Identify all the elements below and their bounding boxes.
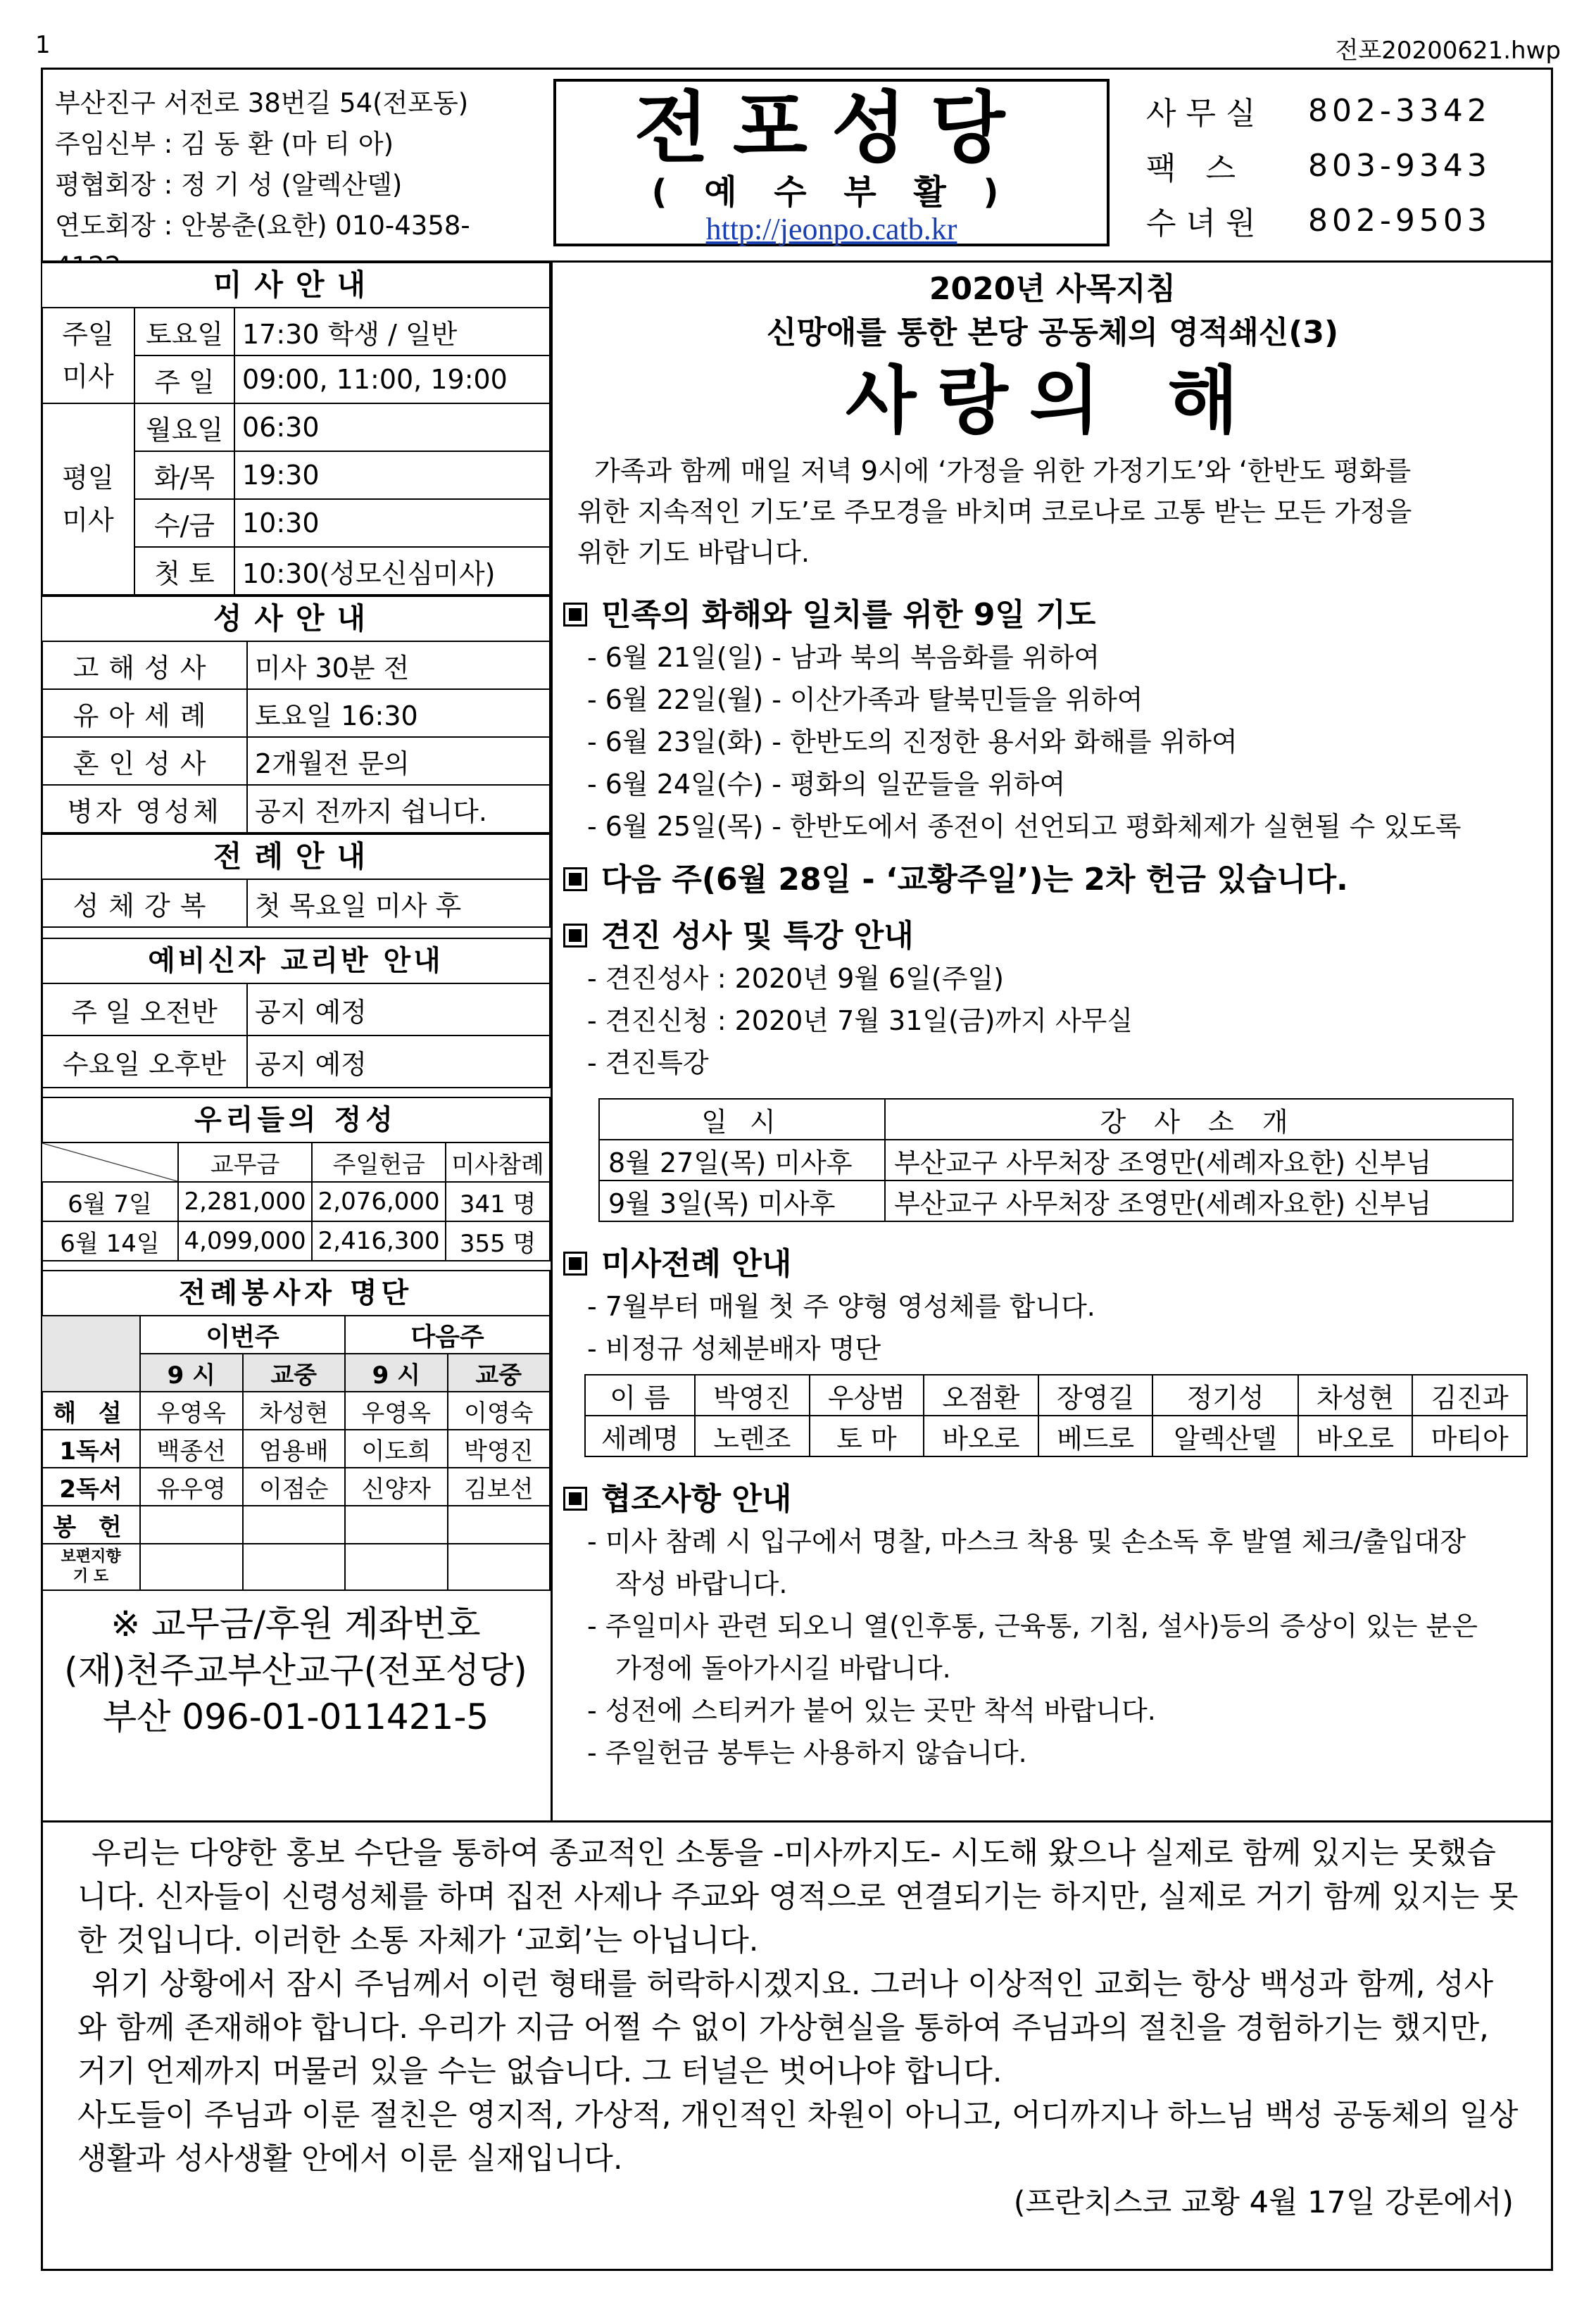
list-item: - 미사 참례 시 입구에서 명찰, 마스크 착용 및 손소독 후 발열 체크/출입대장 <box>587 1526 1466 1557</box>
server-name: 차성현 <box>243 1392 346 1430</box>
server-name <box>243 1506 346 1544</box>
column-divider <box>551 260 553 1822</box>
contact-label: 팩 스 <box>1146 151 1245 187</box>
mass-time: 10:30 <box>234 499 550 547</box>
lecture-table <box>598 1098 1514 1222</box>
contact-row <box>1146 138 1540 193</box>
server-name <box>243 1544 346 1590</box>
list-item-continued: 가정에 돌아가시길 바랍니다. <box>615 1653 951 1684</box>
list-item: - 주일헌금 봉투는 사용하지 않습니다. <box>587 1737 1027 1768</box>
mass-time: 09:00, 11:00, 19:00 <box>234 355 550 403</box>
liturgy-value: 첫 목요일 미사 후 <box>247 879 550 927</box>
lecture-date: 8월 27일(목) 미사후 <box>599 1140 885 1181</box>
list-item: - 비정규 성체분배자 명단 <box>587 1333 881 1364</box>
mass-day: 주 일 <box>134 355 234 403</box>
server-name <box>448 1506 551 1544</box>
server-name: 유우영 <box>140 1468 243 1506</box>
list-item: - 6월 22일(월) - 이산가족과 탈북민들을 위하여 <box>587 684 1143 715</box>
bottom-divider <box>41 1820 1553 1823</box>
prayer-list <box>563 636 1542 848</box>
lecture-col: 강 사 소 개 <box>885 1099 1513 1140</box>
minister-name: 김진과 <box>1412 1375 1527 1416</box>
homily-paragraph: 위기 상황에서 잠시 주님께서 이런 형태를 허락하시겠지요. 그러나 이상적인 교회는 항상 백성과 함께, 성사와 함께 존재해야 합니다. 우리가 지금 어쩔 수 없이 가상현실을 통하여 주님과의 절친을 경험하기는 했지만, 거기 언제까지 머물러 있을 수는 없습니다. 그 터널은 벗어나야 합니다. <box>77 1967 1494 2089</box>
cooperation-list <box>563 1521 1542 1774</box>
catechumen-table <box>41 983 551 1088</box>
server-name: 백종선 <box>140 1430 243 1468</box>
sacrament-name: 혼인성사 <box>42 737 247 785</box>
sacrament-name: 고해성사 <box>42 641 247 689</box>
sacrament-heading: 성사안내 <box>41 596 551 641</box>
offering-value: 355 명 <box>446 1221 550 1261</box>
server-name: 엄용배 <box>243 1430 346 1468</box>
server-role: 해 설 <box>42 1392 140 1430</box>
website-link[interactable]: http://jeonpo.catb.kr <box>705 212 957 246</box>
square-bullet-icon <box>563 1487 587 1511</box>
sunday-mass-label: 주일 미사 <box>42 308 134 403</box>
pastoral-theme: 신망애를 통한 본당 공동체의 영적쇄신(3) <box>766 315 1339 351</box>
mass-day: 첫 토 <box>134 547 234 595</box>
liturgy-heading: 전례안내 <box>41 833 551 879</box>
server-name: 신양자 <box>345 1468 448 1506</box>
section-title: 미사전례 안내 <box>601 1246 792 1282</box>
baptism-label: 세례명 <box>585 1416 695 1456</box>
server-name: 이점순 <box>243 1468 346 1506</box>
mass-heading: 미사안내 <box>41 262 551 307</box>
mass-table <box>41 307 551 596</box>
sacrament-name: 병자 영성체 <box>42 785 247 833</box>
list-item: - 6월 21일(일) - 남과 북의 복음화를 위하여 <box>587 642 1100 673</box>
account-info <box>41 1601 551 1740</box>
square-bullet-icon <box>563 1252 587 1276</box>
server-role: 봉 헌 <box>42 1506 140 1544</box>
class-value: 공지 예정 <box>247 983 550 1035</box>
sacrament-table <box>41 641 551 833</box>
offering-value: 2,416,300 <box>312 1221 446 1261</box>
minister-name: 정기성 <box>1152 1375 1297 1416</box>
minister-baptism-name: 바오로 <box>924 1416 1038 1456</box>
ministers-table <box>584 1374 1528 1457</box>
page-number: 1 <box>35 31 51 59</box>
minister-baptism-name: 토 마 <box>810 1416 924 1456</box>
time-label: 9 시 <box>345 1354 448 1392</box>
list-item: - 6월 25일(목) - 한반도에서 종전이 선언되고 평화체제가 실현될 수 있도록 <box>587 811 1462 842</box>
contact-value: 802-9503 <box>1308 202 1491 239</box>
section-mass-liturgy <box>563 1243 1542 1285</box>
weekday-mass-label: 평일 미사 <box>42 403 134 595</box>
lecture-col: 일 시 <box>599 1099 885 1140</box>
homily-excerpt <box>77 1832 1521 2224</box>
list-item: - 7월부터 매월 첫 주 양형 영성체를 합니다. <box>587 1291 1095 1322</box>
sacrament-value: 토요일 16:30 <box>247 689 550 737</box>
server-name <box>345 1544 448 1590</box>
servers-corner <box>42 1316 140 1392</box>
offering-value: 2,281,000 <box>178 1182 312 1221</box>
server-name <box>345 1506 448 1544</box>
list-item: - 주일미사 관련 되오니 열(인후통, 근육통, 기침, 설사)등의 증상이 있는 분은 <box>587 1611 1478 1642</box>
server-role: 2독서 <box>42 1468 140 1506</box>
server-name <box>140 1506 243 1544</box>
section-prayer <box>563 594 1542 636</box>
minister-name: 박영진 <box>695 1375 810 1416</box>
offering-date: 6월 7일 <box>42 1182 178 1221</box>
offering-col: 미사참례 <box>446 1142 550 1182</box>
mass-time: 17:30 학생 / 일반 <box>234 308 550 355</box>
next-week-label: 다음주 <box>345 1316 550 1354</box>
minister-name: 차성현 <box>1298 1375 1413 1416</box>
mass-day: 화/목 <box>134 451 234 499</box>
list-item: - 견진성사 : 2020년 9월 6일(주일) <box>587 963 1004 994</box>
catechumen-heading: 예비신자 교리반 안내 <box>41 938 551 983</box>
pastor: 주임신부 : 김 동 환 (마 티 아) <box>55 129 394 159</box>
address: 부산진구 서전로 38번길 54(전포동) <box>55 88 469 118</box>
contact-label: 수녀원 <box>1146 206 1266 241</box>
lecture-date: 9월 3일(목) 미사후 <box>599 1181 885 1221</box>
account-title: ※ 교무금/후원 계좌번호 <box>111 1604 481 1644</box>
parish-info <box>55 83 534 287</box>
time-label: 교중 <box>243 1354 346 1392</box>
square-bullet-icon <box>563 603 587 627</box>
servers-table <box>41 1315 551 1591</box>
server-name: 김보선 <box>448 1468 551 1506</box>
section-title: 협조사항 안내 <box>601 1481 792 1517</box>
minister-baptism-name: 알렉산델 <box>1152 1416 1297 1456</box>
section-title: 견진 성사 및 특강 안내 <box>601 918 914 954</box>
contact-row <box>1146 83 1540 138</box>
offering-table <box>41 1142 551 1261</box>
names-label: 이 름 <box>585 1375 695 1416</box>
contact-label: 사무실 <box>1146 96 1266 132</box>
minister-baptism-name: 노렌조 <box>695 1416 810 1456</box>
liturgical-season: ( 예 수 부 활 ) <box>651 172 1012 212</box>
minister-name: 우상범 <box>810 1375 924 1416</box>
sacrament-value: 공지 전까지 쉽니다. <box>247 785 550 833</box>
title-box <box>553 79 1110 246</box>
class-name: 수요일 오후반 <box>42 1035 247 1088</box>
this-week-label: 이번주 <box>140 1316 345 1354</box>
offering-value: 2,076,000 <box>312 1182 446 1221</box>
list-item: - 성전에 스티커가 붙어 있는 곳만 착석 바랍니다. <box>587 1695 1156 1726</box>
memorial-president: 연도회장 : 안봉춘(요한) 010-4358- <box>55 210 470 241</box>
offering-col: 주일헌금 <box>312 1142 446 1182</box>
time-label: 9 시 <box>140 1354 243 1392</box>
section-cooperation <box>563 1478 1542 1521</box>
lecture-speaker: 부산교구 사무처장 조영만(세례자요한) 신부님 <box>885 1181 1513 1221</box>
offering-value: 4,099,000 <box>178 1221 312 1261</box>
account-holder: (재)천주교부산교구(전포성당) <box>64 1650 527 1691</box>
offering-heading: 우리들의 정성 <box>41 1097 551 1142</box>
contact-row <box>1146 193 1540 248</box>
sacrament-value: 미사 30분 전 <box>247 641 550 689</box>
servers-heading: 전례봉사자 명단 <box>41 1270 551 1315</box>
server-name: 이영숙 <box>448 1392 551 1430</box>
mass-time: 10:30(성모신심미사) <box>234 547 550 595</box>
minister-baptism-name: 마티아 <box>1412 1416 1527 1456</box>
server-name: 박영진 <box>448 1430 551 1468</box>
pastoral-year-heading: 2020년 사목지침 <box>929 271 1176 307</box>
homily-source: (프란치스코 교황 4월 17일 강론에서) <box>1013 2185 1514 2220</box>
section-collection <box>563 859 1542 901</box>
lecture-speaker: 부산교구 사무처장 조영만(세례자요한) 신부님 <box>885 1140 1513 1181</box>
contact-value: 803-9343 <box>1308 147 1491 184</box>
liturgy-table <box>41 879 551 928</box>
class-name: 주 일 오전반 <box>42 983 247 1035</box>
sacrament-name: 유아세례 <box>42 689 247 737</box>
mass-day: 수/금 <box>134 499 234 547</box>
list-item: - 견진신청 : 2020년 7월 31일(금)까지 사무실 <box>587 1005 1133 1036</box>
section-title: 다음 주(6월 28일 - ‘교황주일’)는 2차 헌금 있습니다. <box>601 862 1348 898</box>
minister-baptism-name: 베드로 <box>1038 1416 1153 1456</box>
server-name: 이도희 <box>345 1430 448 1468</box>
list-item-continued: 작성 바랍니다. <box>615 1568 788 1599</box>
server-name <box>140 1544 243 1590</box>
offering-date: 6월 14일 <box>42 1221 178 1261</box>
list-item: - 6월 24일(수) - 평화의 일꾼들을 위하여 <box>587 769 1066 800</box>
server-name: 우영옥 <box>345 1392 448 1430</box>
confirmation-list <box>563 957 1542 1084</box>
contacts <box>1146 83 1540 248</box>
right-column <box>563 267 1542 1774</box>
offering-value: 341 명 <box>446 1182 550 1221</box>
minister-baptism-name: 바오로 <box>1298 1416 1413 1456</box>
account-number: 부산 096-01-011421-5 <box>102 1696 489 1737</box>
section-title: 민족의 화해와 일치를 위한 9일 기도 <box>601 597 1096 633</box>
list-item: - 견진특강 <box>587 1047 709 1078</box>
server-role: 보편지향 기 도 <box>42 1544 140 1590</box>
mass-liturgy-list <box>563 1285 1542 1370</box>
contact-value: 802-3342 <box>1308 92 1491 129</box>
section-confirmation <box>563 915 1542 957</box>
minister-name: 오점환 <box>924 1375 1038 1416</box>
minister-name: 장영길 <box>1038 1375 1153 1416</box>
class-value: 공지 예정 <box>247 1035 550 1088</box>
liturgy-name: 성체강복 <box>42 879 247 927</box>
council-president: 평협회장 : 정 기 성 (알렉산델) <box>55 170 403 200</box>
offering-corner <box>42 1142 178 1182</box>
mass-day: 월요일 <box>134 403 234 451</box>
server-role: 1독서 <box>42 1430 140 1468</box>
file-name: 전포20200621.hwp <box>1335 37 1561 65</box>
mass-time: 06:30 <box>234 403 550 451</box>
year-of-love-title: 사랑의 해 <box>845 357 1260 443</box>
intro-text: 가족과 함께 매일 저녁 9시에 ‘가정을 위한 가정기도’와 ‘한반도 평화를 위한 지속적인 기도’로 주모경을 바치며 코로나로 고통 받는 모든 가정을 위한 기도 바랍니다. <box>577 455 1412 568</box>
left-column <box>41 262 551 1740</box>
sacrament-value: 2개월전 문의 <box>247 737 550 785</box>
square-bullet-icon <box>563 924 587 948</box>
mass-day: 토요일 <box>134 308 234 355</box>
offering-col: 교무금 <box>178 1142 312 1182</box>
server-name: 우영옥 <box>140 1392 243 1430</box>
time-label: 교중 <box>448 1354 551 1392</box>
homily-paragraph: 우리는 다양한 홍보 수단을 통하여 종교적인 소통을 -미사까지도- 시도해 왔으나 실제로 함께 있지는 못했습니다. 신자들이 신령성체를 하며 집전 사제나 주교와 영적으로 연결되기는 하지만, 실제로 거기 함께 있지는 못한 것입니다. 이러한 소통 자체가 ‘교회’는 아닙니다. <box>77 1836 1519 1958</box>
square-bullet-icon <box>563 867 587 891</box>
parish-title: 전포성당 <box>634 82 1029 173</box>
server-name <box>448 1544 551 1590</box>
list-item: - 6월 23일(화) - 한반도의 진정한 용서와 화해를 위하여 <box>587 726 1238 757</box>
homily-paragraph: 사도들이 주님과 이룬 절친은 영지적, 가상적, 개인적인 차원이 아니고, 어디까지나 하느님 백성 공동체의 일상생활과 성사생활 안에서 이룬 실재입니다. <box>77 2098 1519 2177</box>
mass-time: 19:30 <box>234 451 550 499</box>
